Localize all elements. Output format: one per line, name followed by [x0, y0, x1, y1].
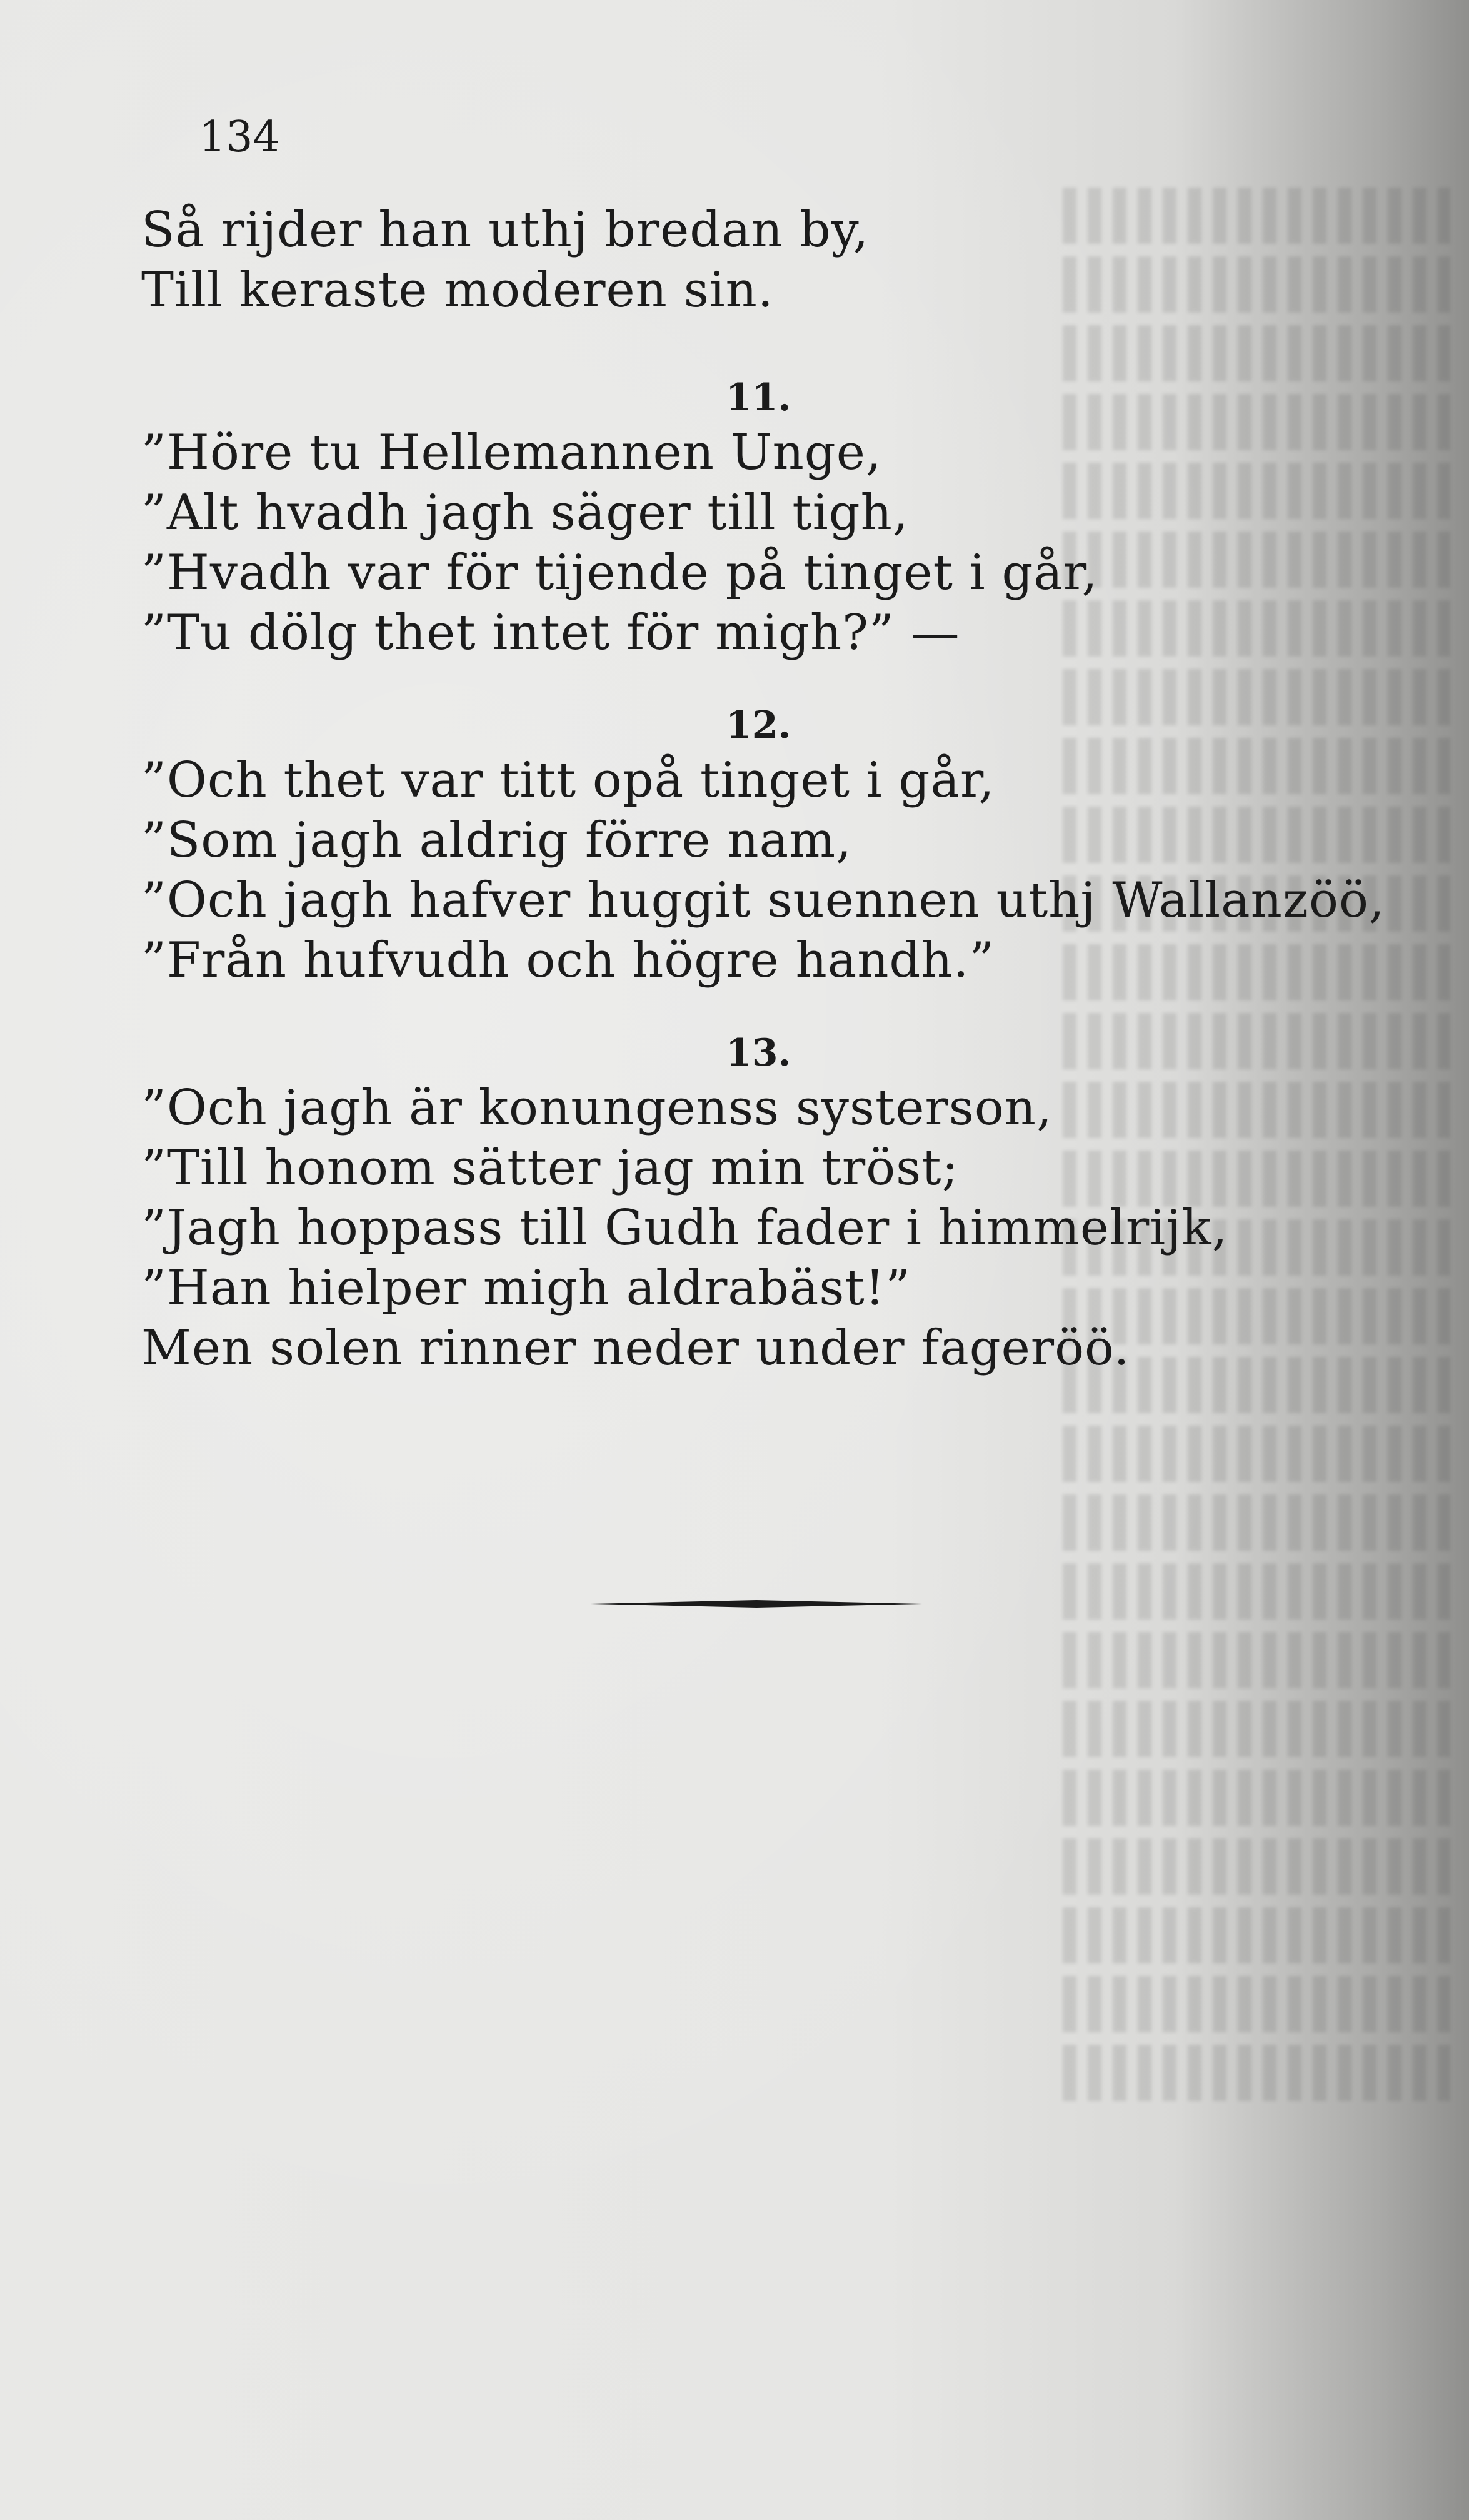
stanza-12 — [141, 700, 1385, 990]
verse-line: ”Tu dölg thet intet för migh?” — — [141, 605, 960, 661]
verse-line: ”Höre tu Hellemannen Unge, — [141, 425, 882, 481]
poem-text — [141, 200, 1385, 1378]
verse-line: ”Från hufvudh och högre handh.” — [141, 932, 995, 989]
verse-line: ”Och jagh hafver huggit suennen uthj Wallanzöö, — [141, 872, 1385, 929]
verse-line: ”Alt hvadh jagh säger till tigh, — [141, 485, 909, 541]
ornamental-rule — [591, 1598, 922, 1610]
verse-line: ”Hvadh var för tijende på tinget i går, — [141, 545, 1098, 601]
verse-line: ”Till honom sätter jag min tröst; — [141, 1140, 959, 1196]
verse-line: Så rijder han uthj bredan by, — [141, 202, 870, 258]
stanza-intro — [141, 200, 1329, 320]
stanza-number: 13. — [726, 1031, 791, 1075]
verse-line: Men solen rinner neder under fageröö. — [141, 1320, 1130, 1376]
verse-line: ”Han hielper migh aldrabäst!” — [141, 1260, 911, 1316]
stanza-number: 12. — [726, 703, 791, 747]
stanza-11 — [141, 373, 1329, 663]
stanza-number: 11. — [726, 376, 791, 420]
verse-line: ”Och thet var titt opå tinget i går, — [141, 752, 995, 809]
verse-line: ”Och jagh är konungenss systerson, — [141, 1080, 1053, 1136]
verse-line: Till keraste moderen sin. — [141, 262, 774, 318]
verse-line: ”Jagh hoppass till Gudh fader i himmelrijk, — [141, 1200, 1228, 1256]
page-number: 134 — [199, 113, 280, 162]
stanza-13 — [141, 1028, 1329, 1378]
verse-line: ”Som jagh aldrig förre nam, — [141, 812, 852, 869]
